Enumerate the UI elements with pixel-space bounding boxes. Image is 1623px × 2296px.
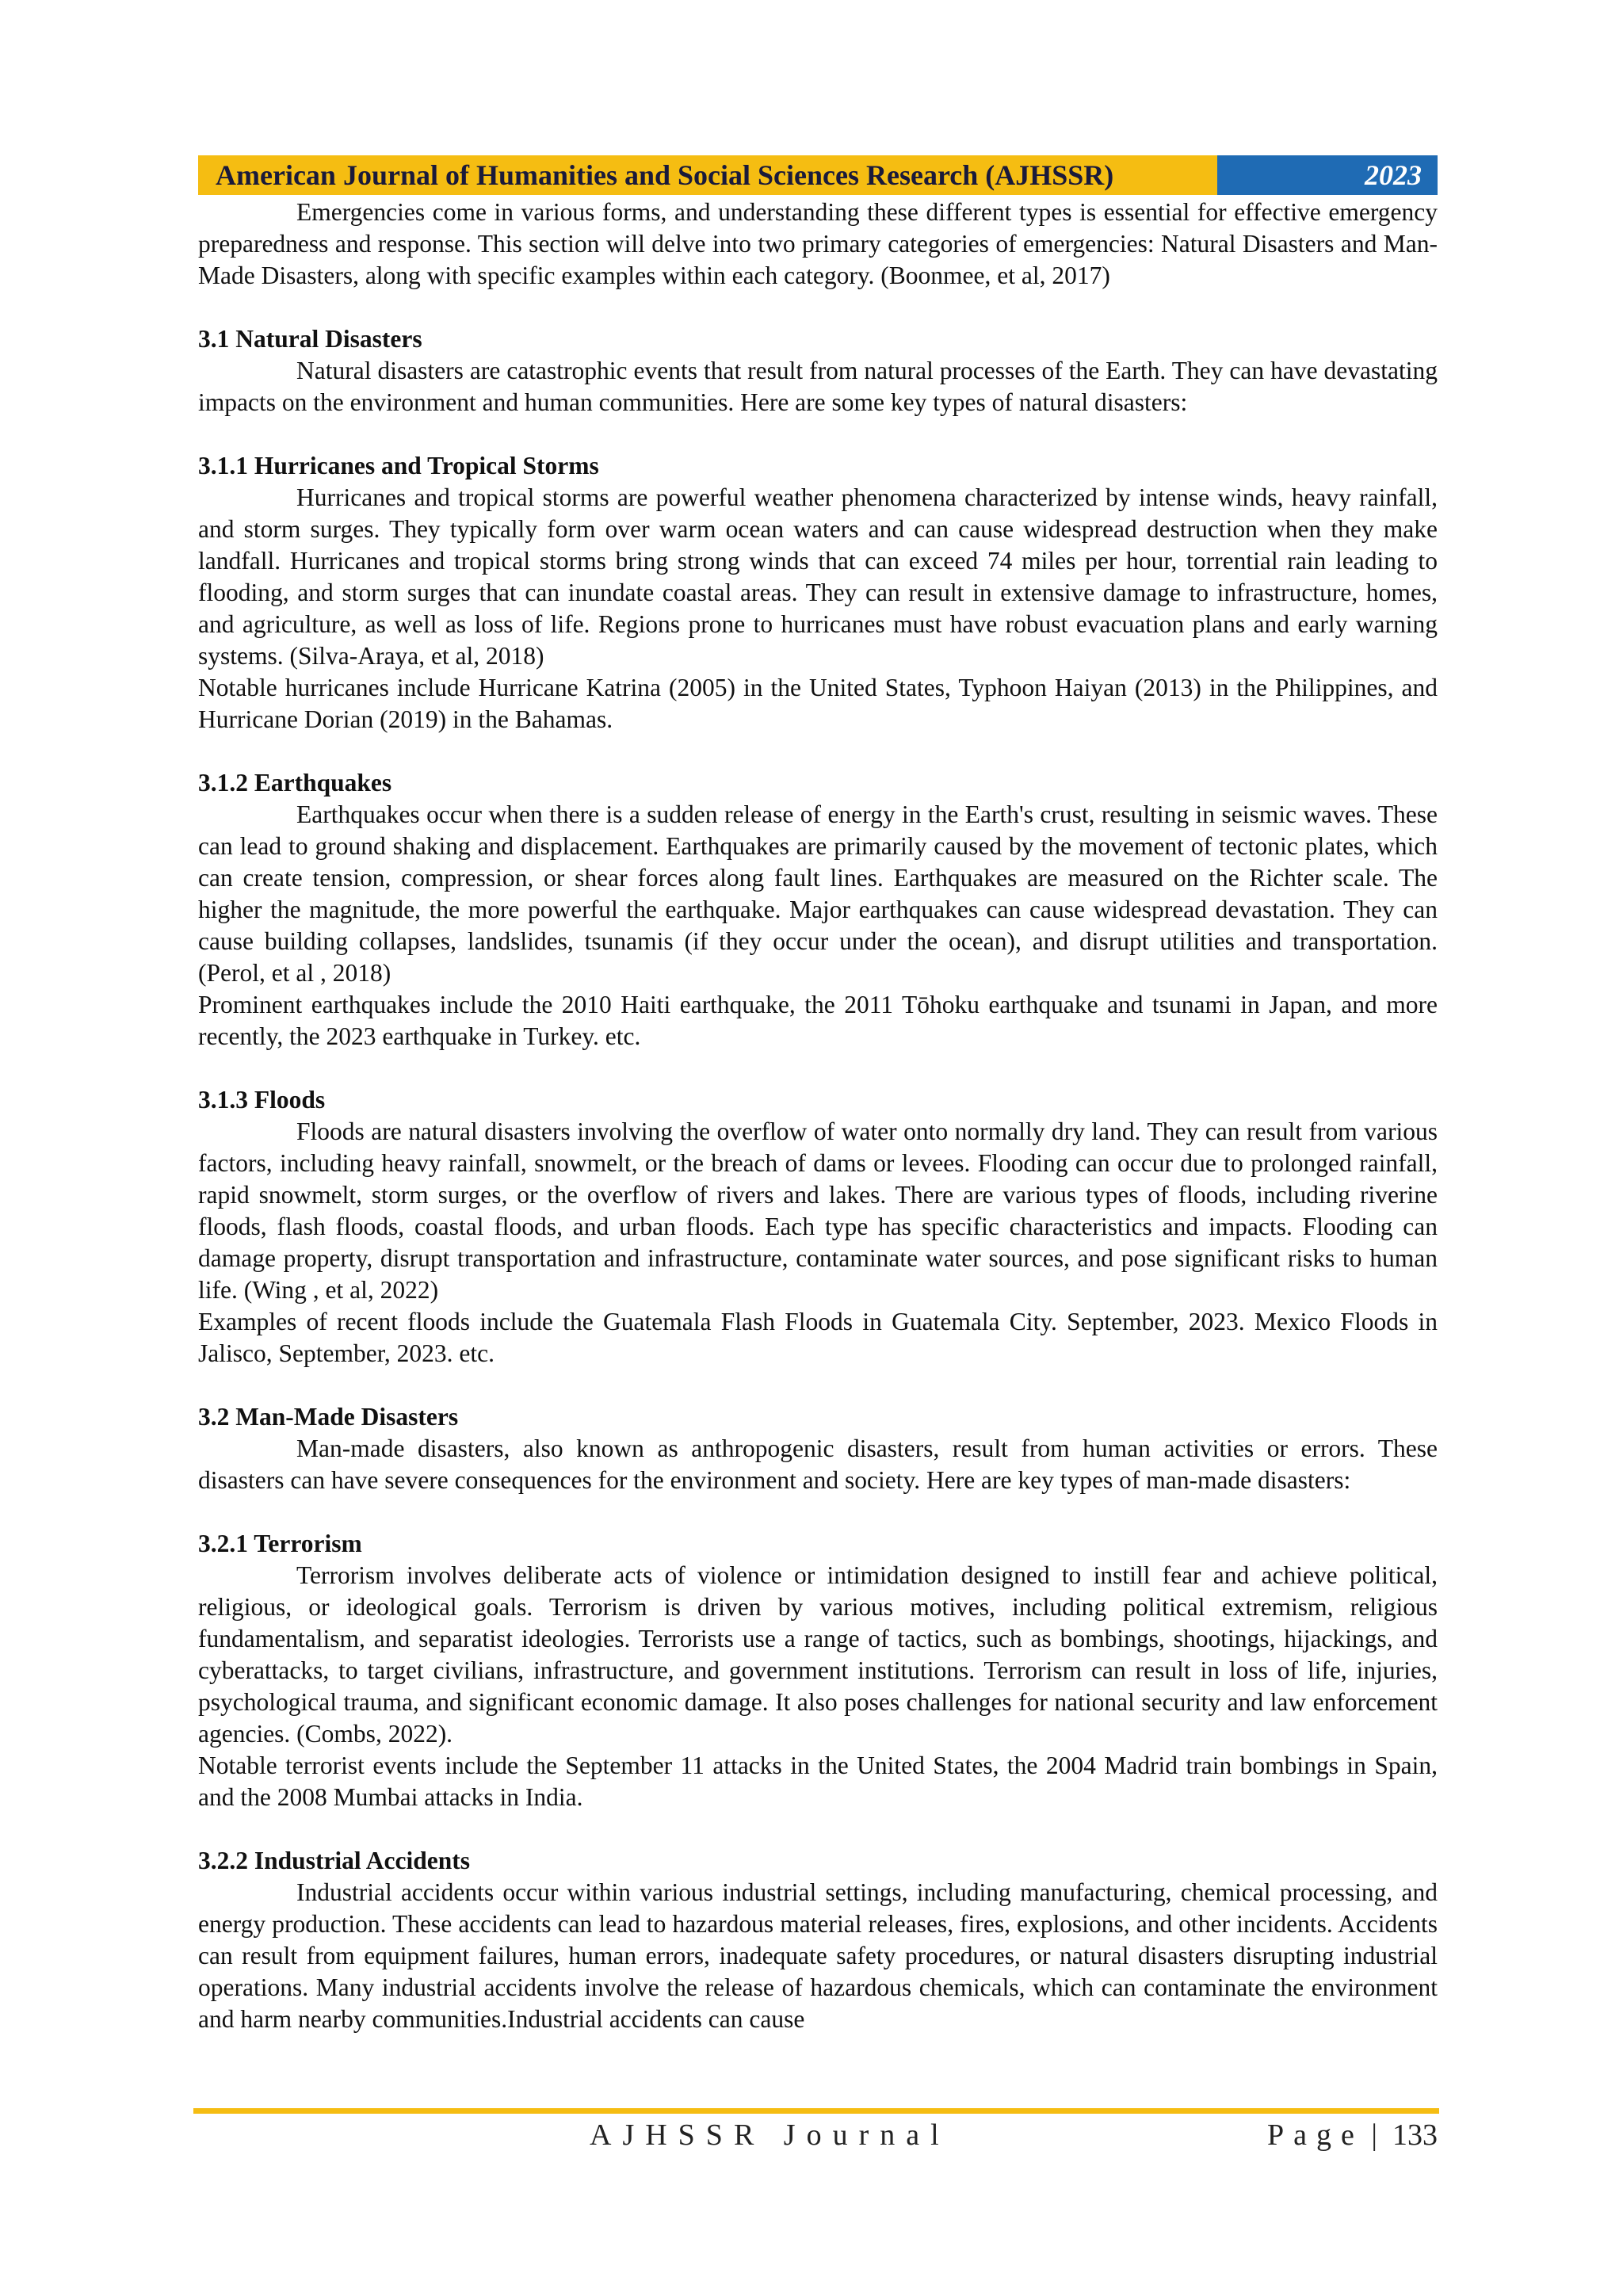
section-heading: 3.2 Man-Made Disasters (198, 1403, 459, 1431)
body-paragraph: Terrorism involves deliberate acts of violence or intimidation designed to instill fear and achieve political, religious, or ideological goals. Terrorism is driven by various motives, including political extremism, religious fundamentalism, and separatist ideologies. Terrorists use a range of tactics, such as bombings, shootings, hijackings, and cyberattacks, to target civilians, infrastructure, and government institutions. Terrorism can result in loss of life, injuries, psychological trauma, and significant economic damage. It also poses challenges for national security and law enforcement agencies. (Combs, 2022). (198, 1561, 1438, 1748)
body-paragraph: Industrial accidents occur within various industrial settings, including manufacturing, chemical processing, and energy production. These accidents can lead to hazardous material releases, fires, explosions, and other incidents. Accidents can result from equipment failures, human errors, inadequate safety procedures, or natural disasters disrupting industrial operations. Many industrial accidents involve the release of hazardous chemicals, which can contaminate the environment and harm nearby communities.Industrial accidents can cause (198, 1878, 1438, 2033)
body-paragraph: Earthquakes occur when there is a sudden release of energy in the Earth's crust, resulting in seismic waves. These can lead to ground shaking and displacement. Earthquakes are primarily caused by the movement of tectonic plates, which can create tension, compression, or shear forces along fault lines. Earthquakes are measured on the Richter scale. The higher the magnitude, the more powerful the earthquake. Major earthquakes can cause widespread devastation. They can cause building collapses, landslides, tsunamis (if they occur under the ocean), and disrupt utilities and transportation. (Perol, et al , 2018) (198, 800, 1438, 987)
section-heading: 3.1.3 Floods (198, 1086, 326, 1114)
section-heading: 3.2.2 Industrial Accidents (198, 1847, 471, 1874)
body-paragraph: Floods are natural disasters involving the overflow of water onto normally dry land. They can result from various factors, including heavy rainfall, snowmelt, or the breach of dams or levees. Flooding can occur due to prolonged rainfall, rapid snowmelt, storm surges, or the overflow of rivers and lakes. There are various types of floods, including riverine floods, flash floods, coastal floods, and urban floods. Each type has specific characteristics and impacts. Flooding can damage property, disrupt transportation and infrastructure, contaminate water sources, and pose significant risks to human life. (Wing , et al, 2022) (198, 1117, 1438, 1304)
section-earthquakes (198, 767, 1438, 1052)
section-heading: 3.1.1 Hurricanes and Tropical Storms (198, 452, 599, 479)
section-man-made-disasters (198, 1401, 1438, 1496)
body-paragraph: Notable terrorist events include the September 11 attacks in the United States, the 2004 Madrid train bombings in Spain, and the 2008 Mumbai attacks in India. (198, 1752, 1438, 1811)
journal-year: 2023 (1217, 155, 1438, 195)
page-label: Page (1267, 2118, 1364, 2152)
body-paragraph: Prominent earthquakes include the 2010 Haiti earthquake, the 2011 Tōhoku earthquake and tsunami in Japan, and more recently, the 2023 earthquake in Turkey. etc. (198, 991, 1438, 1050)
section-heading: 3.2.1 Terrorism (198, 1530, 362, 1557)
body-paragraph: Notable hurricanes include Hurricane Katrina (2005) in the United States, Typhoon Haiyan (2013) in the Philippines, and Hurricane Dorian (2019) in the Bahamas. (198, 674, 1438, 733)
journal-header (198, 155, 1438, 195)
section-hurricanes (198, 450, 1438, 735)
section-heading: 3.1 Natural Disasters (198, 325, 422, 353)
body-paragraph: Examples of recent floods include the Guatemala Flash Floods in Guatemala City. September, 2023. Mexico Floods in Jalisco, September, 2023. etc. (198, 1308, 1438, 1367)
body-paragraph: Man-made disasters, also known as anthropogenic disasters, result from human activities or errors. These disasters can have severe consequences for the environment and society. Here are key types of man-made disasters: (198, 1435, 1438, 1494)
journal-title: American Journal of Humanities and Social Sciences Research (AJHSSR) (198, 155, 1217, 195)
intro-paragraph: Emergencies come in various forms, and understanding these different types is essential for effective emergency preparedness and response. This section will delve into two primary categories of emergencies: Natural Disasters and Man-Made Disasters, along with specific examples within each category. (Boonmee, et al, 2017) (198, 198, 1438, 289)
body-paragraph: Hurricanes and tropical storms are powerful weather phenomena characterized by intense winds, heavy rainfall, and storm surges. They typically form over warm ocean waters and can cause widespread destruction when they make landfall. Hurricanes and tropical storms bring strong winds that can exceed 74 miles per hour, torrential rain leading to flooding, and storm surges that can inundate coastal areas. They can result in extensive damage to infrastructure, homes, and agriculture, as well as loss of life. Regions prone to hurricanes must have robust evacuation plans and early warning systems. (Silva-Araya, et al, 2018) (198, 483, 1438, 670)
footer-journal-name: AJHSSR Journal (590, 2118, 950, 2152)
page-number: 133 (1392, 2118, 1438, 2152)
section-natural-disasters (198, 323, 1438, 418)
section-terrorism (198, 1528, 1438, 1813)
body-paragraph: Natural disasters are catastrophic events that result from natural processes of the Earth. They can have devastating impacts on the environment and human communities. Here are some key types of natural disasters: (198, 357, 1438, 416)
footer-divider (193, 2108, 1439, 2114)
section-heading: 3.1.2 Earthquakes (198, 769, 392, 797)
section-floods (198, 1084, 1438, 1370)
page-separator: | (1371, 2118, 1377, 2152)
footer-page-info (1267, 2118, 1438, 2153)
section-industrial-accidents (198, 1845, 1438, 2035)
article-body (198, 197, 1438, 2035)
